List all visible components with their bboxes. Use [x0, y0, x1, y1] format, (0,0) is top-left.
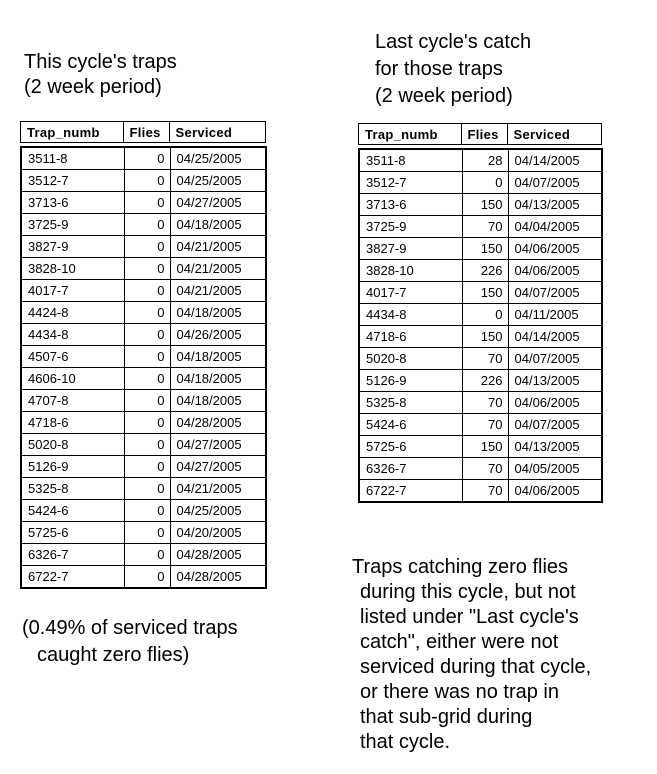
table-row [22, 236, 265, 258]
serviced-date-cell: 04/27/2005 [170, 192, 265, 214]
serviced-date-cell: 04/13/2005 [508, 194, 601, 216]
table-row [360, 238, 601, 260]
flies-count-cell: 70 [462, 392, 508, 414]
table-row [22, 478, 265, 500]
flies-count-cell: 0 [124, 522, 170, 544]
table-row [360, 348, 601, 370]
table-row [22, 412, 265, 434]
serviced-date-cell: 04/13/2005 [508, 370, 601, 392]
table-row [22, 214, 265, 236]
serviced-date-cell: 04/06/2005 [508, 238, 601, 260]
trap-number-cell: 3511-8 [360, 150, 462, 172]
serviced-date-cell: 04/07/2005 [508, 282, 601, 304]
table-row [22, 368, 265, 390]
zero-flies-percentage-caption [22, 615, 238, 669]
table-row [22, 192, 265, 214]
flies-count-cell: 70 [462, 216, 508, 238]
last-cycle-table [358, 148, 603, 503]
flies-count-cell: 0 [124, 170, 170, 192]
trap-number-cell: 4718-6 [22, 412, 124, 434]
serviced-date-cell: 04/18/2005 [170, 302, 265, 324]
trap-number-cell: 3725-9 [22, 214, 124, 236]
serviced-date-cell: 04/18/2005 [170, 214, 265, 236]
caption-line: during this cycle, but not [360, 581, 576, 603]
table-row [360, 436, 601, 458]
serviced-date-cell: 04/27/2005 [170, 456, 265, 478]
trap-number-cell: 5725-6 [360, 436, 462, 458]
flies-count-cell: 70 [462, 414, 508, 436]
serviced-date-cell: 04/21/2005 [170, 280, 265, 302]
flies-count-cell: 0 [124, 148, 170, 170]
flies-count-cell: 0 [124, 566, 170, 588]
serviced-date-cell: 04/28/2005 [170, 544, 265, 566]
serviced-date-cell: 04/05/2005 [508, 458, 601, 480]
table-row [360, 150, 601, 172]
table-row [22, 258, 265, 280]
this-cycle-table [20, 146, 267, 589]
this-cycle-title [24, 50, 177, 100]
trap-number-cell: 3827-9 [22, 236, 124, 258]
trap-number-cell: 4434-8 [360, 304, 462, 326]
table-row [360, 282, 601, 304]
serviced-date-cell: 04/25/2005 [176, 151, 242, 166]
table-row [360, 392, 601, 414]
serviced-date-cell: 04/18/2005 [170, 346, 265, 368]
serviced-date-cell: 04/28/2005 [170, 412, 265, 434]
flies-count-cell: 0 [124, 500, 170, 522]
trap-number-cell: 3512-7 [22, 170, 124, 192]
trap-number-cell: 3827-9 [360, 238, 462, 260]
caption-line: caught zero flies) [37, 644, 190, 666]
flies-count-cell: 0 [124, 192, 170, 214]
missing-traps-explanation-caption [352, 555, 591, 755]
trap-number-cell: 5020-8 [360, 348, 462, 370]
caption-line: serviced during that cycle, [360, 656, 592, 678]
trap-number-cell: 6722-7 [22, 566, 124, 588]
flies-count-cell: 150 [462, 238, 508, 260]
title-line: (2 week period) [375, 85, 513, 107]
table-row [360, 216, 601, 238]
serviced-date-cell: 04/25/2005 [170, 170, 265, 192]
trap-number-cell: 5020-8 [22, 434, 124, 456]
trap-number-cell: 5325-8 [22, 478, 124, 500]
trap-number-cell: 5126-9 [22, 456, 124, 478]
serviced-date-cell: 04/07/2005 [508, 172, 601, 194]
flies-count-cell: 0 [124, 236, 170, 258]
title-line: Last cycle's catch [375, 31, 532, 53]
title-line: (2 week period) [24, 76, 162, 98]
table-row [360, 458, 601, 480]
table-row [360, 326, 601, 348]
table-row [360, 370, 601, 392]
trap-number-cell: 4424-8 [22, 302, 124, 324]
serviced-date-cell: 04/11/2005 [508, 304, 601, 326]
serviced-date-cell: 04/07/2005 [508, 348, 601, 370]
flies-count-cell: 0 [124, 544, 170, 566]
table-row [22, 566, 265, 588]
flies-count-cell: 0 [462, 304, 508, 326]
trap-number-cell: 4718-6 [360, 326, 462, 348]
flies-count-cell: 0 [124, 258, 170, 280]
trap-number-cell: 4606-10 [22, 368, 124, 390]
trap-number-cell: 5424-6 [22, 500, 124, 522]
serviced-date-cell: 04/18/2005 [170, 390, 265, 412]
flies-count-cell: 0 [124, 434, 170, 456]
table-row [22, 456, 265, 478]
trap-number-cell: 6722-7 [360, 480, 462, 502]
trap-number-cell: 5725-6 [22, 522, 124, 544]
trap-number-cell: 3511-8 [22, 148, 124, 170]
caption-line: or there was no trap in [360, 681, 559, 703]
serviced-date-cell: 04/06/2005 [508, 480, 601, 502]
serviced-date-cell: 04/18/2005 [170, 368, 265, 390]
last-cycle-title [375, 29, 531, 110]
caption-line: catch", either were not [360, 631, 559, 653]
serviced-date-cell: 04/21/2005 [170, 236, 265, 258]
table-row [22, 522, 265, 544]
trap-number-cell: 4017-7 [360, 282, 462, 304]
table-row [360, 172, 601, 194]
trap-number-cell: 4707-8 [22, 390, 124, 412]
flies-count-cell: 0 [124, 346, 170, 368]
title-line: for those traps [375, 58, 503, 80]
flies-count-cell: 0 [124, 280, 170, 302]
serviced-date-cell: 04/21/2005 [170, 258, 265, 280]
column-header-flies: Flies [461, 124, 507, 144]
table-row [360, 414, 601, 436]
table-row [360, 480, 601, 502]
column-header-serviced: Serviced [507, 124, 601, 144]
trap-number-cell: 3828-10 [360, 260, 462, 282]
table-row [360, 260, 601, 282]
table-row [22, 280, 265, 302]
flies-count-cell: 0 [124, 214, 170, 236]
table-row [360, 304, 601, 326]
flies-count-cell: 150 [462, 326, 508, 348]
flies-count-cell: 150 [462, 436, 508, 458]
flies-count-cell: 70 [462, 480, 508, 502]
flies-count-cell: 150 [462, 194, 508, 216]
serviced-date-cell: 04/06/2005 [508, 392, 601, 414]
serviced-date-cell: 04/07/2005 [508, 414, 601, 436]
caption-line: that sub-grid during [360, 706, 533, 728]
table-body [360, 150, 601, 501]
caption-line: (0.49% of serviced traps [22, 617, 238, 639]
flies-count-cell: 0 [124, 368, 170, 390]
table-body [22, 148, 265, 587]
table-row [22, 500, 265, 522]
serviced-date-cell: 04/06/2005 [508, 260, 601, 282]
serviced-date-cell: 04/28/2005 [170, 566, 265, 588]
trap-number-cell: 5325-8 [360, 392, 462, 414]
trap-number-cell: 5126-9 [360, 370, 462, 392]
flies-count-cell: 0 [124, 324, 170, 346]
title-line: This cycle's traps [24, 51, 177, 73]
table-row [22, 544, 265, 566]
serviced-date-cell: 04/04/2005 [508, 216, 601, 238]
serviced-date-cell: 04/26/2005 [170, 324, 265, 346]
trap-number-cell: 6326-7 [22, 544, 124, 566]
flies-count-cell: 150 [462, 282, 508, 304]
caption-line: Traps catching zero flies [352, 556, 569, 578]
trap-number-cell: 3713-6 [22, 192, 124, 214]
flies-count-cell: 0 [462, 172, 508, 194]
table-row [22, 390, 265, 412]
serviced-date-cell: 04/21/2005 [170, 478, 265, 500]
flies-count-cell: 70 [462, 348, 508, 370]
flies-count-cell: 226 [462, 260, 508, 282]
last-cycle-table-header [358, 123, 602, 145]
column-header-flies: Flies [123, 122, 169, 142]
table-row [360, 194, 601, 216]
column-header-serviced: Serviced [169, 122, 265, 142]
table-row [22, 346, 265, 368]
caption-line: listed under "Last cycle's [360, 606, 579, 628]
table-row [22, 302, 265, 324]
caption-line: that cycle. [360, 731, 451, 753]
flies-count-cell: 0 [124, 478, 170, 500]
table-row [22, 148, 265, 170]
trap-number-cell: 3725-9 [360, 216, 462, 238]
trap-number-cell: 4017-7 [22, 280, 124, 302]
flies-count-cell: 226 [462, 370, 508, 392]
flies-count-cell: 70 [462, 458, 508, 480]
trap-number-cell: 6326-7 [360, 458, 462, 480]
serviced-date-cell: 04/14/2005 [514, 153, 580, 168]
serviced-date-cell: 04/14/2005 [508, 326, 601, 348]
column-header-trap-numb: Trap_numb [27, 124, 100, 140]
table-row [22, 434, 265, 456]
trap-number-cell: 3828-10 [22, 258, 124, 280]
table-row [22, 324, 265, 346]
serviced-date-cell: 04/20/2005 [170, 522, 265, 544]
column-header-trap-numb: Trap_numb [365, 126, 438, 142]
serviced-date-cell: 04/27/2005 [170, 434, 265, 456]
this-cycle-table-header [20, 121, 266, 143]
trap-number-cell: 4434-8 [22, 324, 124, 346]
serviced-date-cell: 04/25/2005 [170, 500, 265, 522]
trap-number-cell: 5424-6 [360, 414, 462, 436]
trap-number-cell: 3512-7 [360, 172, 462, 194]
flies-count-cell: 0 [124, 302, 170, 324]
trap-number-cell: 3713-6 [360, 194, 462, 216]
flies-count-cell: 0 [124, 390, 170, 412]
flies-count-cell: 0 [124, 456, 170, 478]
table-row [22, 170, 265, 192]
flies-count-cell: 28 [462, 150, 508, 172]
trap-number-cell: 4507-6 [22, 346, 124, 368]
serviced-date-cell: 04/13/2005 [508, 436, 601, 458]
flies-count-cell: 0 [124, 412, 170, 434]
